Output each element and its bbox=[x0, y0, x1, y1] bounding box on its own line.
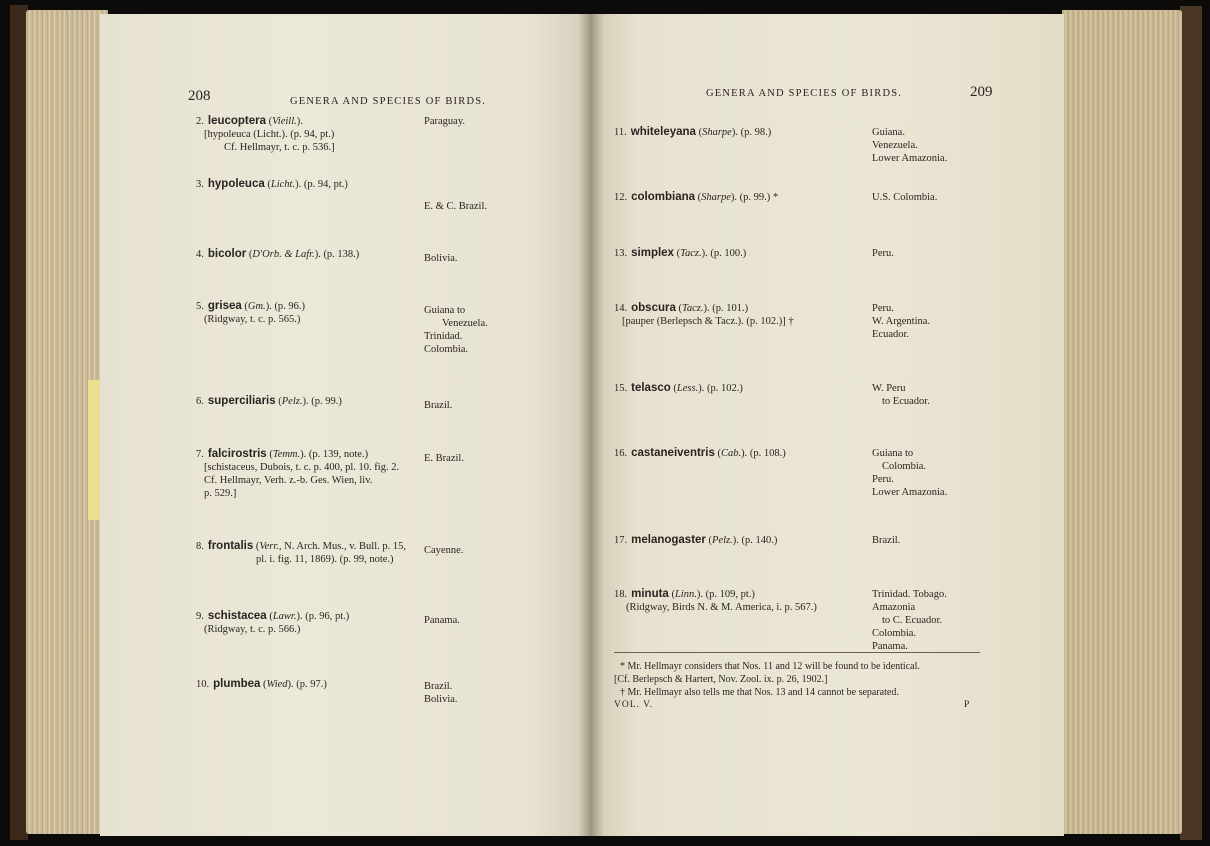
species-entry bbox=[196, 248, 359, 261]
authority: Lawr. bbox=[272, 611, 297, 622]
page-reference: (p. 108.) bbox=[749, 448, 786, 459]
entry-heading bbox=[196, 178, 348, 191]
distribution-line: Ecuador. bbox=[872, 329, 910, 340]
distribution-line: E. & C. Brazil. bbox=[424, 201, 487, 212]
page-reference: (p. 94, pt.) bbox=[303, 179, 348, 190]
authority-open-paren: ( bbox=[675, 303, 682, 314]
authority: Pelz. bbox=[281, 396, 303, 407]
species-entry bbox=[196, 448, 399, 500]
distribution bbox=[424, 452, 464, 465]
distribution-line: Paraguay. bbox=[424, 116, 466, 127]
authority: Less. bbox=[676, 383, 699, 394]
entry-heading bbox=[196, 678, 327, 691]
distribution-line: Venezuela. bbox=[442, 318, 488, 329]
species-entry bbox=[196, 678, 327, 691]
species-entry bbox=[614, 191, 778, 204]
authority-close-paren: ). bbox=[698, 383, 707, 394]
page-number-right: 209 bbox=[970, 84, 993, 100]
distribution bbox=[424, 115, 465, 128]
distribution-line: Venezuela. bbox=[872, 140, 918, 151]
species-entry bbox=[614, 588, 817, 614]
entry-number: 7. bbox=[196, 449, 204, 460]
authority: Tacz. bbox=[682, 303, 704, 314]
species-name: leucoptera bbox=[207, 115, 267, 127]
entry-heading bbox=[614, 302, 794, 315]
authority: Tacz. bbox=[680, 248, 702, 259]
species-entry bbox=[614, 126, 771, 139]
authority-open-paren: ( bbox=[266, 449, 273, 460]
authority-close-paren: ). bbox=[300, 449, 309, 460]
footnote-rule bbox=[614, 652, 980, 653]
running-head-left: GENERA AND SPECIES OF BIRDS. bbox=[290, 96, 487, 107]
page-reference: (p. 99.) bbox=[311, 396, 342, 407]
species-name: colombiana bbox=[631, 191, 696, 203]
entry-heading bbox=[614, 382, 743, 395]
authority: Temm. bbox=[272, 449, 301, 460]
signature-letter: P bbox=[964, 700, 971, 710]
page-reference: (p. 96.) bbox=[274, 301, 306, 312]
distribution-line: Peru. bbox=[872, 248, 894, 259]
species-entry bbox=[614, 382, 743, 395]
entry-number: 5. bbox=[196, 301, 204, 312]
distribution bbox=[872, 247, 894, 260]
authority: Licht. bbox=[270, 179, 296, 190]
authority-open-paren: ( bbox=[266, 116, 273, 127]
species-name: hypoleuca bbox=[207, 178, 265, 190]
species-entry bbox=[196, 610, 349, 636]
authority-open-paren: ( bbox=[695, 192, 702, 203]
distribution-line: Colombia. bbox=[424, 344, 469, 355]
distribution-line: Amazonia bbox=[872, 602, 916, 613]
species-name: minuta bbox=[631, 588, 669, 600]
entry-number: 8. bbox=[196, 541, 204, 552]
species-name: simplex bbox=[631, 247, 674, 259]
distribution-line: W. Peru bbox=[872, 383, 906, 394]
entry-heading bbox=[196, 248, 359, 261]
entry-number: 9. bbox=[196, 611, 204, 622]
entry-number: 12. bbox=[614, 192, 628, 203]
distribution-line: Brazil. bbox=[424, 681, 453, 692]
authority: Gm. bbox=[247, 301, 266, 312]
authority-close-paren: ). bbox=[732, 535, 742, 546]
distribution-line: to Ecuador. bbox=[882, 396, 930, 407]
distribution-line: Trinidad. Tobago. bbox=[872, 589, 947, 600]
distribution-line: Guiana. bbox=[872, 127, 905, 138]
entry-heading bbox=[196, 395, 342, 408]
entry-heading bbox=[196, 448, 399, 461]
distribution-line: Guiana to bbox=[424, 305, 466, 316]
species-name: whiteleyana bbox=[630, 126, 696, 138]
authority-open-paren: ( bbox=[714, 448, 721, 459]
entry-number: 2. bbox=[196, 116, 204, 127]
distribution bbox=[872, 191, 937, 204]
entry-heading bbox=[614, 534, 777, 547]
species-entry bbox=[614, 447, 786, 460]
species-entry bbox=[614, 534, 777, 547]
page-reference: (p. 98.) bbox=[740, 127, 772, 138]
entry-number: 13. bbox=[614, 248, 628, 259]
entry-heading bbox=[196, 115, 335, 128]
distribution-line: Peru. bbox=[872, 303, 894, 314]
page-reference: (p. 96, pt.) bbox=[305, 611, 350, 622]
running-head-right: GENERA AND SPECIES OF BIRDS. bbox=[706, 88, 903, 99]
authority: Vieill. bbox=[272, 116, 297, 127]
distribution-line: Colombia. bbox=[872, 628, 917, 639]
distribution-line: to C. Ecuador. bbox=[882, 615, 943, 626]
authority-open-paren: ( bbox=[705, 535, 713, 546]
distribution-line: E. Brazil. bbox=[424, 453, 464, 464]
distribution-line: Panama. bbox=[872, 641, 908, 652]
distribution-line: Colombia. bbox=[882, 461, 927, 472]
left-page bbox=[100, 14, 590, 836]
page-edges-right bbox=[1062, 10, 1182, 834]
distribution bbox=[424, 200, 487, 213]
entry-number: 3. bbox=[196, 179, 204, 190]
species-name: bicolor bbox=[207, 248, 247, 260]
authority: D'Orb. & Lafr. bbox=[252, 249, 315, 260]
distribution bbox=[424, 680, 458, 706]
authority-close-paren: ). bbox=[314, 249, 324, 260]
species-entry bbox=[196, 300, 305, 326]
page-reference: , N. Arch. Mus., v. Bull. p. 15, bbox=[278, 541, 406, 552]
authority-close-paren: ). bbox=[296, 116, 303, 127]
entry-number: 11. bbox=[614, 127, 627, 138]
entry-detail-line: pl. i. fig. 11, 1869). (p. 99, note.) bbox=[256, 554, 394, 565]
page-reference: (p. 102.) bbox=[706, 383, 743, 394]
entry-number: 16. bbox=[614, 448, 628, 459]
distribution-line: Lower Amazonia. bbox=[872, 487, 948, 498]
distribution-line: Cayenne. bbox=[424, 545, 464, 556]
distribution-line: Panama. bbox=[424, 615, 460, 626]
right-page bbox=[590, 14, 1064, 836]
authority-open-paren: ( bbox=[670, 383, 677, 394]
species-entry bbox=[196, 395, 342, 408]
entry-number: 6. bbox=[196, 396, 204, 407]
page-reference: (p. 100.) bbox=[710, 248, 747, 259]
entry-detail-line: (Ridgway, t. c. p. 565.) bbox=[204, 314, 301, 325]
authority: Verr. bbox=[259, 541, 279, 552]
distribution bbox=[424, 544, 463, 557]
footnote-1-ref: [Cf. Berlepsch & Hartert, Nov. Zool. ix. p. 26, 1902.] bbox=[614, 674, 828, 685]
distribution-line: Guiana to bbox=[872, 448, 914, 459]
entry-heading bbox=[614, 588, 817, 601]
distribution-line: Peru. bbox=[872, 474, 894, 485]
authority-close-paren: ). bbox=[265, 301, 275, 312]
authority-close-paren: ). bbox=[730, 192, 740, 203]
entry-number: 10. bbox=[196, 679, 210, 690]
entry-detail-line: Cf. Hellmayr, Verh. z.-b. Ges. Wien, liv. bbox=[204, 475, 373, 486]
entry-number: 15. bbox=[614, 383, 628, 394]
distribution bbox=[872, 382, 930, 408]
authority-close-paren: ). bbox=[731, 127, 741, 138]
species-name: telasco bbox=[631, 382, 671, 394]
entry-detail-line: [schistaceus, Dubois, t. c. p. 400, pl. 10. fig. 2. bbox=[204, 462, 400, 473]
authority-close-paren: ). bbox=[741, 448, 750, 459]
authority-close-paren: ). bbox=[287, 679, 297, 690]
distribution-line: W. Argentina. bbox=[872, 316, 931, 327]
entry-number: 4. bbox=[196, 249, 204, 260]
entry-heading bbox=[196, 300, 305, 313]
entry-heading bbox=[614, 447, 786, 460]
entry-detail-line: [pauper (Berlepsch & Tacz.). (p. 102.)] † bbox=[622, 316, 794, 327]
entry-heading bbox=[196, 610, 349, 623]
entry-heading bbox=[196, 540, 406, 553]
entry-heading bbox=[614, 247, 746, 260]
distribution bbox=[872, 126, 947, 165]
book-cover-right bbox=[1180, 6, 1202, 840]
species-name: frontalis bbox=[207, 540, 254, 552]
entry-number: 14. bbox=[614, 303, 628, 314]
page-reference: (p. 109, pt.) bbox=[705, 589, 755, 600]
distribution bbox=[872, 447, 947, 499]
authority-open-paren: ( bbox=[673, 248, 681, 259]
entry-detail-line: (Ridgway, t. c. p. 566.) bbox=[204, 624, 301, 635]
distribution bbox=[424, 614, 460, 627]
authority-open-paren: ( bbox=[695, 127, 703, 138]
authority: Sharpe bbox=[702, 127, 732, 138]
authority-open-paren: ( bbox=[246, 249, 253, 260]
entry-detail-line: Cf. Hellmayr, t. c. p. 536.] bbox=[224, 142, 335, 153]
authority-open-paren: ( bbox=[264, 179, 271, 190]
authority: Wied bbox=[266, 679, 288, 690]
page-reference: (p. 97.) bbox=[296, 679, 327, 690]
species-entry bbox=[614, 302, 794, 328]
page-reference: (p. 99.) * bbox=[739, 192, 779, 203]
authority-open-paren: ( bbox=[266, 611, 273, 622]
footnote-2: † Mr. Hellmayr also tells me that Nos. 13 and 14 cannot be separated. bbox=[620, 687, 899, 698]
authority-close-paren: ). bbox=[295, 179, 304, 190]
distribution bbox=[872, 302, 930, 341]
species-name: plumbea bbox=[213, 678, 261, 690]
authority-open-paren: ( bbox=[253, 541, 260, 552]
species-name: falcirostris bbox=[207, 448, 267, 460]
distribution-line: Bolivia. bbox=[424, 253, 458, 264]
species-name: superciliaris bbox=[207, 395, 276, 407]
distribution bbox=[424, 304, 488, 356]
authority: Sharpe bbox=[701, 192, 731, 203]
distribution bbox=[872, 534, 900, 547]
entry-number: 17. bbox=[614, 535, 628, 546]
authority: Cab. bbox=[721, 448, 742, 459]
authority-close-paren: ). bbox=[696, 589, 706, 600]
species-name: schistacea bbox=[207, 610, 267, 622]
page-reference: (p. 101.) bbox=[712, 303, 749, 314]
species-entry bbox=[196, 540, 406, 566]
distribution-line: Trinidad. bbox=[424, 331, 463, 342]
authority: Linn. bbox=[674, 589, 697, 600]
authority-close-paren: ). bbox=[703, 303, 713, 314]
footnote-1: * Mr. Hellmayr considers that Nos. 11 and 12 will be found to be identical. bbox=[620, 661, 920, 672]
authority: Pelz. bbox=[712, 535, 733, 546]
page-reference: (p. 140.) bbox=[741, 535, 778, 546]
species-name: castaneiventris bbox=[631, 447, 715, 459]
page-reference: (p. 139, note.) bbox=[308, 449, 369, 460]
page-reference: (p. 138.) bbox=[323, 249, 360, 260]
distribution-line: Bolivia. bbox=[424, 694, 458, 705]
authority-close-paren: ). bbox=[701, 248, 711, 259]
species-name: grisea bbox=[207, 300, 242, 312]
book-gutter bbox=[578, 14, 604, 836]
distribution bbox=[424, 399, 452, 412]
authority-open-paren: ( bbox=[668, 589, 675, 600]
authority-open-paren: ( bbox=[260, 679, 267, 690]
species-entry bbox=[196, 178, 348, 191]
page-number-left: 208 bbox=[188, 88, 211, 104]
entry-heading bbox=[614, 191, 778, 204]
entry-detail-line: p. 529.] bbox=[204, 488, 237, 499]
distribution-line: U.S. Colombia. bbox=[872, 192, 938, 203]
distribution bbox=[872, 588, 947, 653]
species-entry bbox=[196, 115, 335, 154]
signature-volume: VOL. V. bbox=[614, 700, 654, 710]
entry-detail-line: [hypoleuca (Licht.). (p. 94, pt.) bbox=[204, 129, 335, 140]
entry-heading bbox=[614, 126, 771, 139]
authority-open-paren: ( bbox=[275, 396, 282, 407]
species-entry bbox=[614, 247, 746, 260]
species-name: obscura bbox=[631, 302, 676, 314]
distribution-line: Lower Amazonia. bbox=[872, 153, 948, 164]
entry-detail-line: (Ridgway, Birds N. & M. America, i. p. 567.) bbox=[626, 602, 817, 613]
authority-close-paren: ). bbox=[296, 611, 306, 622]
authority-open-paren: ( bbox=[241, 301, 248, 312]
distribution-line: Brazil. bbox=[872, 535, 901, 546]
authority-close-paren: ). bbox=[302, 396, 312, 407]
distribution-line: Brazil. bbox=[424, 400, 453, 411]
species-name: melanogaster bbox=[631, 534, 706, 546]
entry-number: 18. bbox=[614, 589, 628, 600]
distribution bbox=[424, 252, 458, 265]
